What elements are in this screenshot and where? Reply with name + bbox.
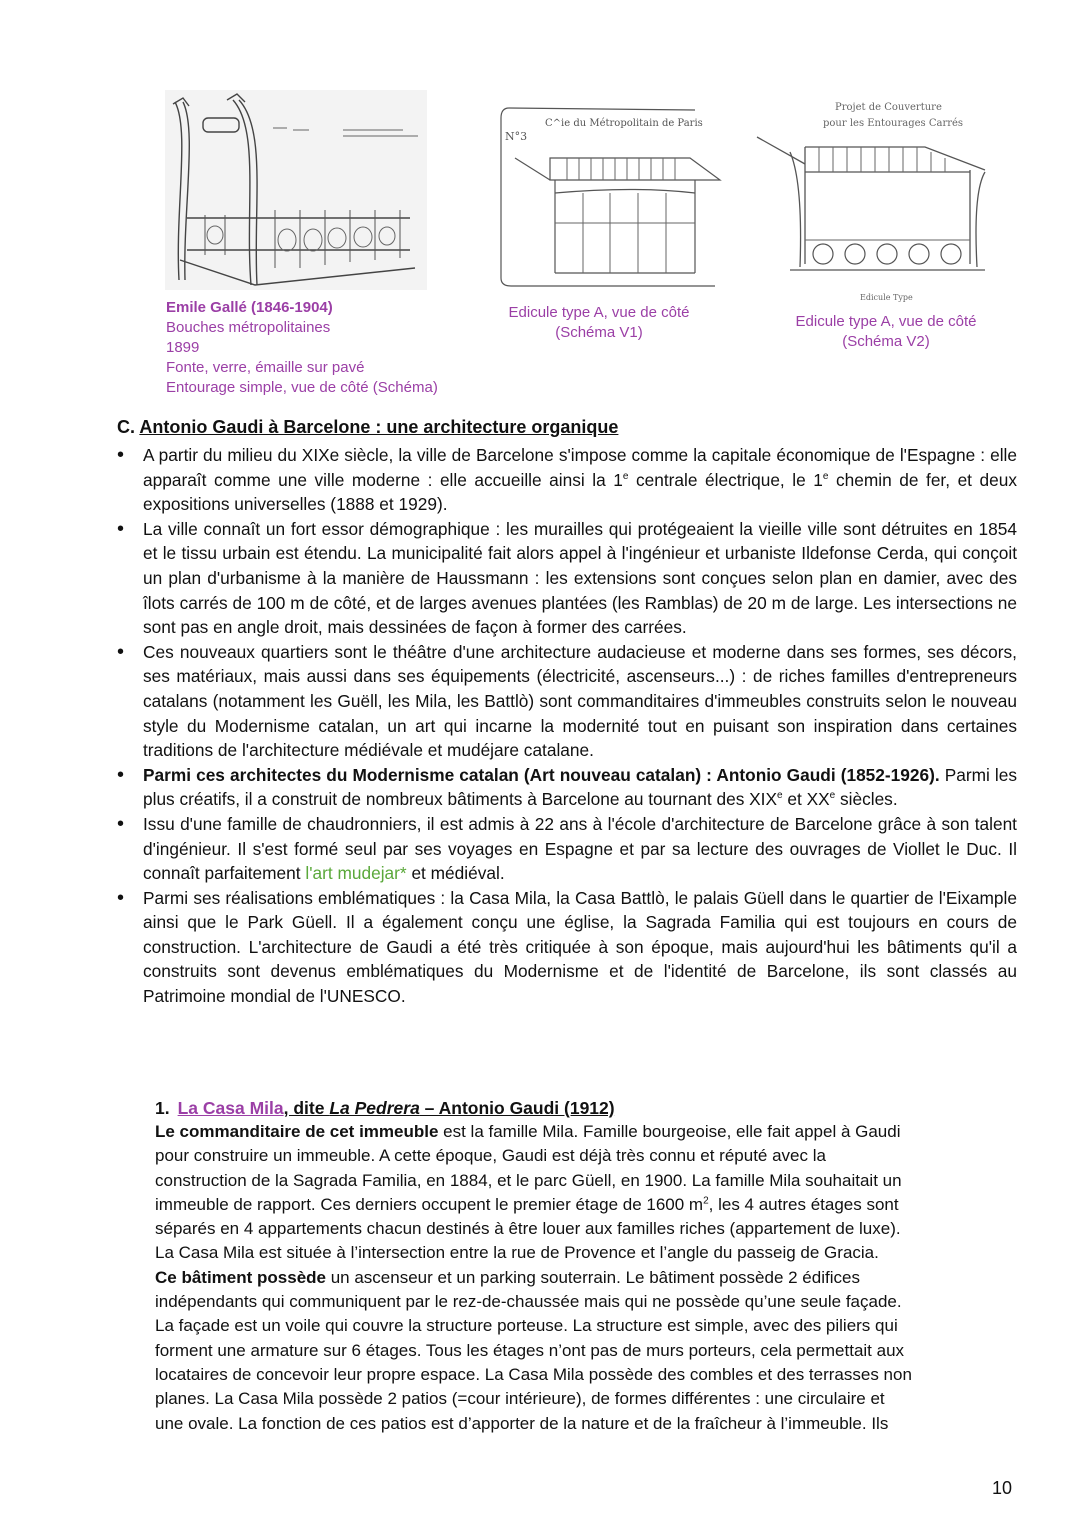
- superscript: e: [622, 470, 629, 482]
- line-text: construction de la Sagrada Familia, en 1884, et le parc Güell, en 1900. La famille Mila souhaitait un: [155, 1170, 902, 1190]
- bullet-bold-text: Parmi ces architectes du Modernisme catalan (Art nouveau catalan) : Antonio Gaudi (1852-1926).: [143, 764, 940, 785]
- paragraph-line: [155, 1193, 1015, 1217]
- bullet-list: [117, 443, 1017, 1009]
- figure-bouche-sketch: [165, 90, 427, 290]
- paragraph-line: [155, 1217, 1015, 1241]
- figure-edicule-v2: [745, 92, 1015, 304]
- bullet-item: [117, 443, 1017, 517]
- svg-text:pour les Entourages Carrés: pour les Entourages Carrés: [823, 118, 964, 129]
- bullet-text: centrale électrique, le 1: [628, 469, 823, 490]
- superscript: e: [777, 790, 783, 802]
- bullet-text: Issu d'une famille de chaudronniers, il est admis à 22 ans à l'école d'architecture de Barcelone grâce à son talent d'ingénieur. Il s'est formé seul par ses voyages en Espagne et par sa lecture des ouvrages de Viollet le Duc. Il connaît parfaitement: [143, 813, 1017, 884]
- casa-mila-link[interactable]: La Casa Mila: [177, 1098, 284, 1118]
- bullet-text: siècles.: [835, 789, 898, 810]
- caption-line: Edicule type A, vue de côté: [795, 313, 977, 330]
- art-mudejar-link[interactable]: l'art mudejar*: [305, 863, 407, 884]
- line-text: La façade est un voile qui couvre la structure porteuse. La structure est simple, avec des piliers qui: [155, 1316, 898, 1336]
- line-text: forment une armature sur 6 étages. Tous les étages n’ont pas de murs porteurs, cela permettait aux: [155, 1340, 905, 1360]
- superscript: 2: [703, 1195, 709, 1207]
- line-text: une ovale. La fonction de ces patios est d’apporter de la nature et de la fraîcheur à l’immeuble. Ils: [155, 1413, 889, 1433]
- caption-line: (Schéma V2): [842, 333, 930, 350]
- caption-line: Entourage simple, vue de côté (Schéma): [166, 379, 438, 396]
- svg-text:N°3: N°3: [505, 130, 528, 143]
- line-text: locataires de concevoir leur propre espace. La Casa Mila possède des combles et des terrasses non: [155, 1364, 912, 1384]
- paragraph-line: [155, 1387, 1015, 1411]
- line-text: un ascenseur et un parking souterrain. Le bâtiment possède 2 édifices: [326, 1267, 860, 1287]
- heading-italic: La Pedrera: [329, 1098, 420, 1118]
- subsection-casa-mila: [155, 1096, 1015, 1436]
- caption-line: (Schéma V1): [555, 324, 643, 341]
- bullet-text: Parmi ses réalisations emblématiques : la Casa Mila, la Casa Battlò, le palais Güell dans le quartier de l'Eixample ainsi que le Park Güell. Il a également conçu une église, la Sagrada Familia qui est toujours en cours de construction. L'architecture de Gaudi a été très critiquée à son époque, mais aujourd'hui les bâtiments qu'il a construits sont devenus emblématiques du Modernisme et de l'identité de Barcelone, ils sont classés au Patrimoine mondial de l'UNESCO.: [143, 887, 1017, 1007]
- section-title: Antonio Gaudi à Barcelone : une architecture organique: [139, 417, 619, 437]
- edicule-v1-schematic: [495, 98, 730, 290]
- caption-line: Fonte, verre, émaille sur pavé: [166, 359, 365, 376]
- paragraph-line: [155, 1363, 1015, 1387]
- line-text: pour construire un immeuble. A cette époque, Gaudi est déjà très connu et réputé avec la: [155, 1146, 826, 1166]
- caption-line: Bouches métropolitaines: [166, 319, 331, 336]
- bullet-text: et XX: [782, 789, 830, 810]
- bullet-text: chemin de fer, et deux expositions universelles (1888 et 1929).: [143, 469, 1018, 515]
- bullet-text: Parmi les plus créatifs, il a construit de nombreux bâtiments à Barcelone au tournant des XIX: [143, 764, 1017, 810]
- bold-lead: Le commanditaire de cet immeuble: [155, 1122, 439, 1141]
- page-number: 10: [992, 1478, 1013, 1498]
- paragraph-line: [155, 1241, 1015, 1265]
- bold-lead: Ce bâtiment possède: [155, 1267, 326, 1287]
- figure-caption-3: [776, 312, 996, 352]
- svg-text:Projet de Couverture: Projet de Couverture: [835, 102, 942, 113]
- line-text: séparés en 4 appartements chacun destinés à être louer aux familles riches (appartement de luxe).: [155, 1219, 901, 1239]
- subsection-heading: [155, 1096, 1015, 1120]
- section-heading: [117, 417, 618, 438]
- heading-text: – Antonio Gaudi (1912): [419, 1098, 615, 1118]
- bullet-item: [117, 640, 1017, 763]
- svg-text:Edicule Type: Edicule Type: [860, 293, 913, 302]
- section-letter: C.: [117, 417, 135, 437]
- paragraph-line: [155, 1314, 1015, 1338]
- superscript: e: [822, 470, 829, 482]
- line-text: est la famille Mila. Famille bourgeoise, elle fait appel à Gaudi: [438, 1122, 901, 1141]
- line-text: La Casa Mila est située à l’intersection entre la rue de Provence et l’angle du passeig de Gracia.: [155, 1243, 879, 1263]
- caption-line: Edicule type A, vue de côté: [508, 304, 690, 321]
- heading-text: , dite: [283, 1098, 330, 1118]
- bullet-text: et médiéval.: [406, 863, 505, 884]
- bullet-text: Ces nouveaux quartiers sont le théâtre d'une architecture audacieuse et moderne dans ses formes, ses décors, ses matériaux, mais aussi dans ses équipements (électricité, ascenseurs...) : de riches familles d'entrepreneurs catalans (notamment les Guëll, les Mila, les Battlò) sont commanditaires d'immeubles construits selon le nouveau style du Modernisme catalan, un art qui incarne la modernité tout en puisant son inspiration dans certaines traditions de l'architecture médiévale et mudéjare catalane.: [143, 641, 1017, 761]
- svg-text:C^ie du Métropolitain de Paris: C^ie du Métropolitain de Paris: [545, 118, 703, 129]
- line-text: planes. La Casa Mila possède 2 patios (=cour intérieure), de formes différentes : une circulaire et: [155, 1389, 885, 1409]
- bullet-text: A partir du milieu du XIXe siècle, la ville de Barcelone s'impose comme la capitale économique de l'Espagne : elle apparaît comme une ville moderne : elle accueille ainsi la 1: [143, 445, 1017, 490]
- line-text: indépendants qui communiquent par le rez-de-chaussée mais qui ne possède qu’une seule façade.: [155, 1292, 902, 1312]
- figure-edicule-v1: [495, 98, 730, 290]
- paragraph-line: [155, 1144, 1015, 1168]
- superscript: e: [829, 790, 836, 802]
- paragraph-line: [155, 1120, 1015, 1144]
- subsection-number: 1.: [155, 1098, 170, 1118]
- bullet-item: [117, 763, 1017, 812]
- line-text: immeuble de rapport. Ces derniers occupent le premier étage de 1600 m: [155, 1194, 704, 1214]
- caption-line: 1899: [166, 339, 200, 356]
- paragraph-line: [155, 1290, 1015, 1314]
- figure-caption-2: [490, 303, 708, 343]
- edicule-v2-schematic: [745, 92, 1015, 304]
- paragraph-line: [155, 1412, 1015, 1436]
- paragraph-line: [155, 1169, 1015, 1193]
- figure-caption-1: [166, 298, 466, 398]
- bullet-text: La ville connaît un fort essor démographique : les murailles qui protégeaient la vieille ville sont détruites en 1854 et le tissu urbain est étendu. La municipalité fait alors appel à l'ingénieur et urbaniste Ildefonse Cerda, qui conçoit un plan d'urbanisme à la manière de Haussmann : les extensions sont conçues selon plan en damier, avec des îlots carrés de 100 m de côté, et de larges avenues plantées (les Ramblas) de 20 m de large. Les intersections ne sont pas en angle droit, mais dessinées de façon à former des carrées.: [143, 518, 1017, 638]
- bullet-item: [117, 886, 1017, 1009]
- bullet-item: [117, 812, 1017, 886]
- paragraph-line: [155, 1266, 1015, 1290]
- line-text: , les 4 autres étages sont: [708, 1194, 899, 1214]
- caption-artist: Emile Gallé (1846-1904): [166, 299, 333, 316]
- metro-entrance-drawing: [165, 90, 427, 290]
- bullet-item: [117, 517, 1017, 640]
- paragraph-line: [155, 1339, 1015, 1363]
